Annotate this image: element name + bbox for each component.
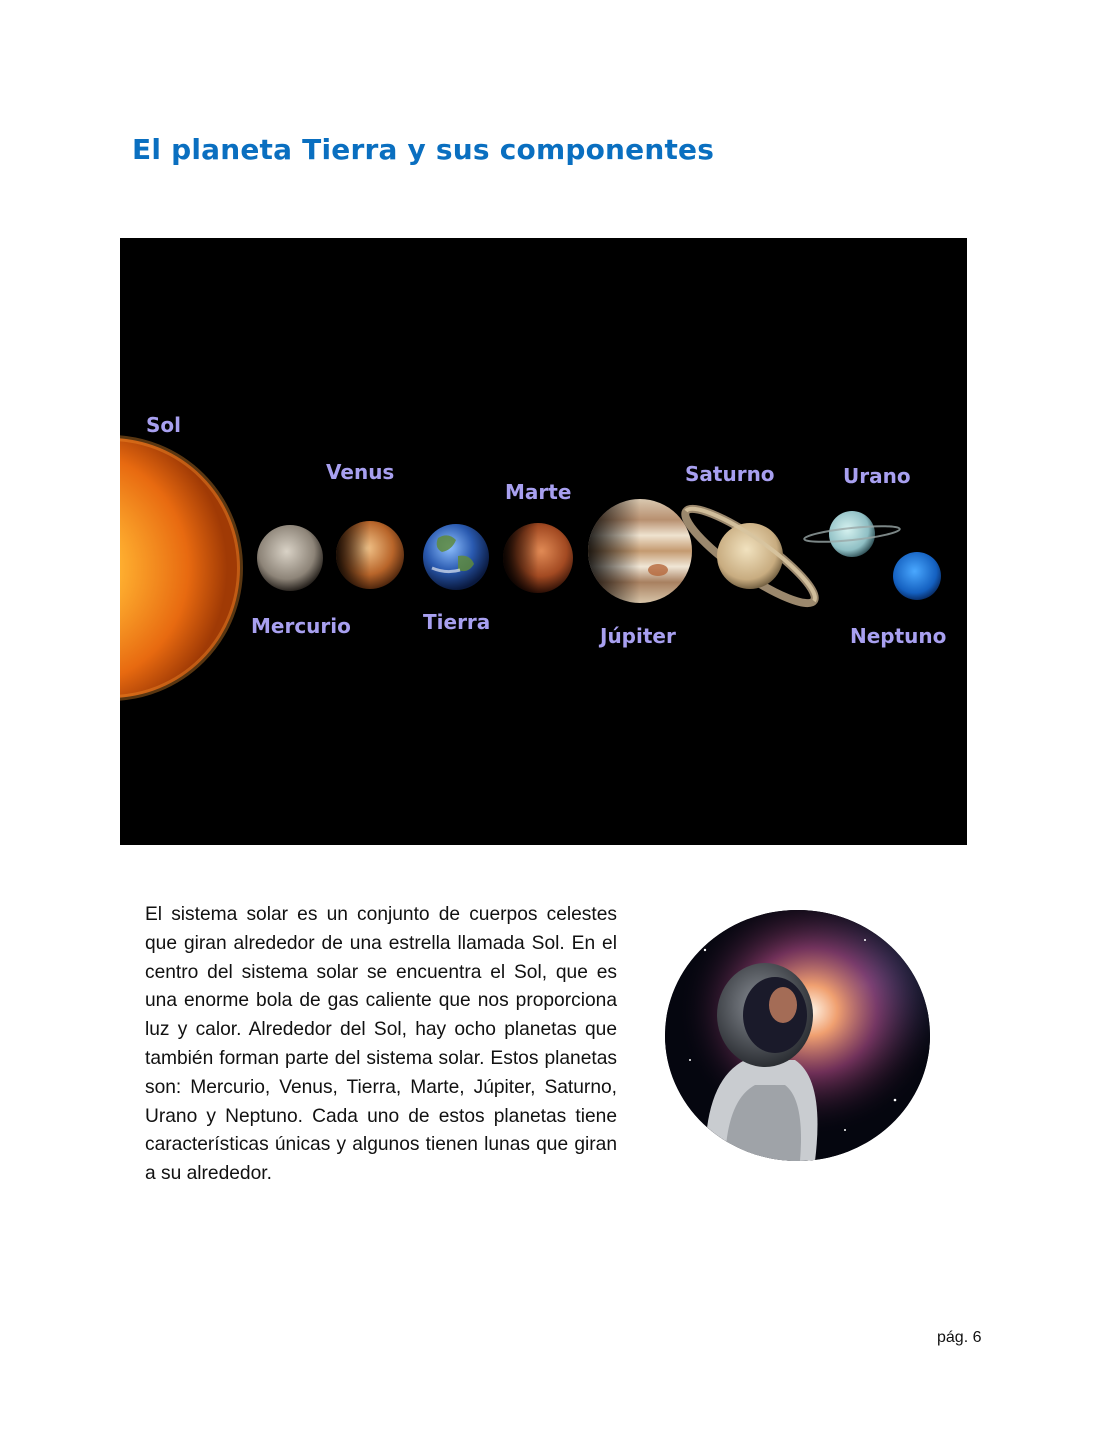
label-mercurio: Mercurio [251, 614, 351, 638]
page-title: El planeta Tierra y sus componentes [132, 133, 715, 166]
label-sol: Sol [146, 413, 181, 437]
label-saturno: Saturno [685, 462, 775, 486]
solar-system-image [120, 238, 967, 845]
sun-graphic [120, 438, 240, 698]
label-tierra: Tierra [423, 610, 491, 634]
solar-system-illustration [120, 238, 967, 845]
label-marte: Marte [505, 480, 572, 504]
earth-graphic [423, 524, 489, 590]
label-jupiter: Júpiter [600, 624, 676, 648]
mercury-graphic [257, 525, 323, 591]
astronaut-nebula-image [665, 910, 930, 1161]
neptune-graphic [893, 552, 941, 600]
page-number: pág. 6 [937, 1329, 982, 1346]
uranus-graphic [804, 511, 901, 557]
label-urano: Urano [843, 464, 911, 488]
saturn-graphic [676, 497, 824, 616]
body-paragraph: El sistema solar es un conjunto de cuerpos celestes que giran alrededor de una estrella llamada Sol. En el centro del sistema solar se encuentra el Sol, que es una enorme bola de gas caliente que nos proporciona luz y calor. Alrededor del Sol, hay ocho planetas que también forman parte del sistema solar. Estos planetas son: Mercurio, Venus, Tierra, Marte, Júpiter, Saturno, Urano y Neptuno. Cada uno de estos planetas tiene características únicas y algunos tienen lunas que giran a su alrededor. [145, 904, 617, 1185]
label-neptuno: Neptuno [850, 624, 947, 648]
label-venus: Venus [326, 460, 395, 484]
